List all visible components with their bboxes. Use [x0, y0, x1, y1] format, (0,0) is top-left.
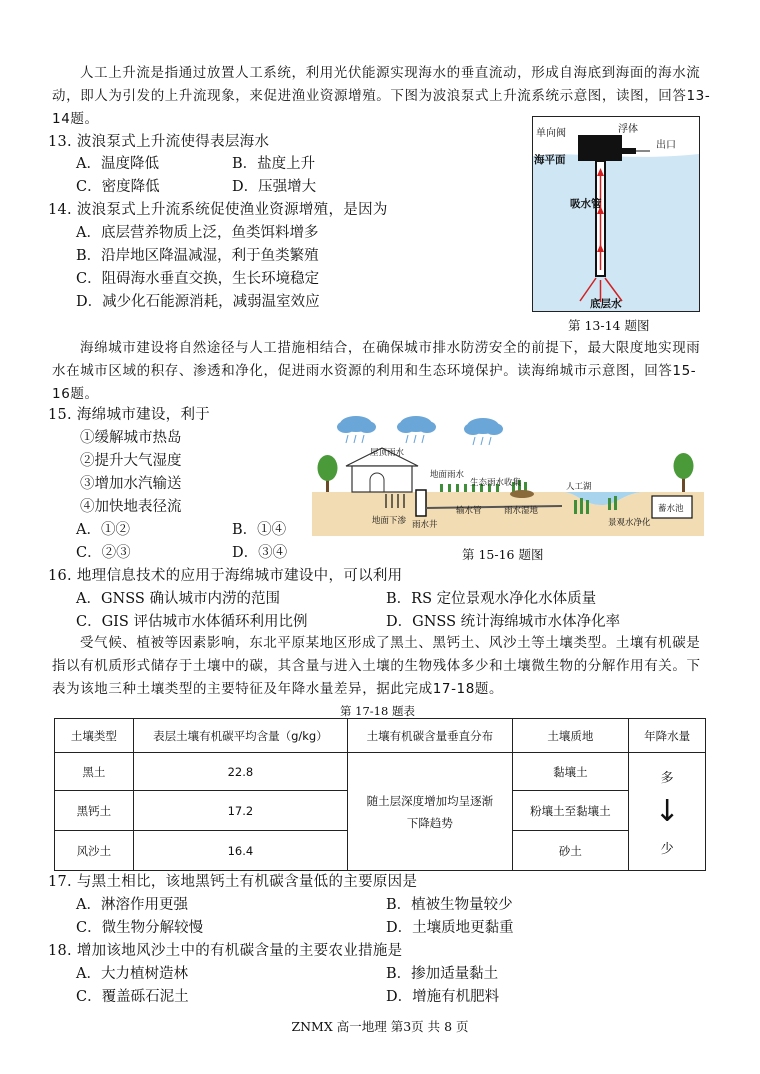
sponge-city-diagram [312, 410, 704, 540]
q18-option-c: C．覆盖砾石泥土 [76, 989, 189, 1005]
label-storage-pool: 蓄水池 [658, 504, 684, 514]
q13-option-b: B．盐度上升 [232, 156, 316, 172]
float-body [578, 135, 622, 161]
label-outlet: 出口 [656, 140, 676, 151]
cell-soil-type: 黑钙土 [55, 791, 134, 831]
q16-option-b: B．RS 定位景观水净化水体质量 [386, 591, 597, 607]
q14-option-b: B．沿岸地区降温减湿，利于鱼类繁殖 [76, 248, 319, 264]
precip-more: 多 [660, 770, 674, 786]
q18-option-a: A．大力植树造林 [76, 966, 188, 982]
q15-option-a: A．①② [76, 522, 130, 538]
label-infiltration: 地面下渗 [372, 516, 407, 526]
question-16-stem: 16. 地理信息技术的应用于海绵城市建设中，可以利用 [48, 568, 403, 584]
boat [510, 490, 534, 498]
label-eco-collection: 生态雨水收集 [470, 478, 522, 488]
cell-carbon: 16.4 [133, 831, 347, 871]
q18-option-b: B．掺加适量黏土 [386, 966, 499, 982]
q17-option-b: B．植被生物量较少 [386, 897, 513, 913]
q15-item-1: ①缓解城市热岛 [80, 430, 182, 446]
q13-option-d: D．压强增大 [232, 179, 317, 195]
q17-option-c: C．微生物分解较慢 [76, 920, 204, 936]
question-14-stem: 14. 波浪泵式上升流系统促使渔业资源增殖，是因为 [48, 202, 388, 218]
rain-drops [346, 435, 491, 445]
rain-well [416, 490, 426, 516]
tree-left [318, 455, 338, 492]
label-roof-rain: 屋顶雨水 [370, 448, 405, 458]
figure-13-14-caption: 第 13-14 题图 [568, 318, 650, 333]
q16-option-a: A．GNSS 确认城市内涝的范围 [76, 591, 280, 607]
label-one-way-valve: 单向阀 [536, 128, 566, 139]
q13-option-a: A．温度降低 [76, 156, 159, 172]
q15-option-d: D．③④ [232, 545, 288, 561]
label-rain-wetland: 雨水湿地 [504, 506, 539, 516]
label-ground-rain: 地面雨水 [430, 470, 465, 480]
q15-item-4: ④加快地表径流 [80, 499, 182, 515]
rain-clouds [337, 416, 503, 435]
table-caption: 第 17-18 题表 [340, 704, 415, 718]
soil-table [54, 718, 706, 871]
q18-option-d: D．增施有机肥料 [386, 989, 500, 1005]
cell-texture: 粉壤土至黏壤土 [512, 791, 629, 831]
cell-soil-type: 风沙土 [55, 831, 134, 871]
question-15-stem: 15. 海绵城市建设，利于 [48, 407, 211, 423]
intro-paragraph-2: 海绵城市建设将自然途径与人工措施相结合，在确保城市排水防涝安全的前提下，最大限度地实现雨水在城市区域的积存、渗透和净化，促进雨水资源的利用和生态环境保护。读海绵城市示意图，回答15-16题。 [52, 340, 701, 402]
table-row [55, 753, 706, 791]
q15-option-b: B．①④ [232, 522, 287, 538]
q16-option-c: C．GIS 评估城市水体循环利用比例 [76, 614, 308, 630]
label-artificial-lake: 人工湖 [566, 482, 592, 492]
header-organic-carbon: 表层土壤有机碳平均含量（g/kg） [133, 719, 347, 753]
q14-option-c: C．阻碍海水垂直交换，生长环境稳定 [76, 271, 320, 287]
q15-item-2: ②提升大气湿度 [80, 453, 182, 469]
q13-option-c: C．密度降低 [76, 179, 160, 195]
label-suction-pipe: 吸水管 [570, 198, 602, 210]
q17-option-d: D．土壤质地更黏重 [386, 920, 514, 936]
q15-item-3: ③增加水汽输送 [80, 476, 182, 492]
wave-pump-diagram [532, 116, 700, 312]
header-vertical-distribution: 土壤有机碳含量垂直分布 [348, 719, 513, 753]
question-17-stem: 17. 与黑土相比，该地黑钙土有机碳含量低的主要原因是 [48, 874, 418, 890]
tree-right [674, 453, 694, 492]
question-18-stem: 18. 增加该地风沙土中的有机碳含量的主要农业措施是 [48, 943, 403, 959]
cell-texture: 黏壤土 [512, 753, 629, 791]
cell-soil-type: 黑土 [55, 753, 134, 791]
label-landscape-purify: 景观水净化 [608, 518, 651, 528]
label-water-pipe: 输水管 [456, 506, 482, 516]
outlet-pipe [622, 148, 636, 154]
precip-down-arrow: ↓ [654, 793, 680, 829]
label-float: 浮体 [618, 124, 638, 135]
table-header-row [55, 719, 706, 753]
label-sea-level: 海平面 [534, 154, 566, 166]
cell-carbon: 17.2 [133, 791, 347, 831]
cell-texture: 砂土 [512, 831, 629, 871]
q17-option-a: A．淋溶作用更强 [76, 897, 188, 913]
header-soil-type: 土壤类型 [55, 719, 134, 753]
header-texture: 土壤质地 [512, 719, 629, 753]
label-bottom-water: 底层水 [590, 298, 622, 310]
header-precipitation: 年降水量 [629, 719, 706, 753]
cell-carbon: 22.8 [133, 753, 347, 791]
cell-vertical-distribution: 随土层深度增加均呈逐渐下降趋势 [348, 753, 513, 871]
intro-paragraph-3: 受气候、植被等因素影响，东北平原某地区形成了黑土、黑钙土、风沙土等土壤类型。土壤有机碳是指以有机质形式储存于土壤中的碳，其含量与进入土壤的生物残体多少和土壤微生物的分解作用有关。下表为该地三种土壤类型的主要特征及年降水量差异，据此完成17-18题。 [52, 635, 701, 697]
intro-paragraph-1: 人工上升流是指通过放置人工系统，利用光伏能源实现海水的垂直流动，形成自海底到海面的海水流动，即人为引发的上升流现象，来促进渔业资源增殖。下图为波浪泵式上升流系统示意图，读图，回答13-14题。 [52, 65, 711, 127]
question-13-stem: 13. 波浪泵式上升流使得表层海水 [48, 134, 270, 150]
label-rain-well: 雨水井 [412, 520, 438, 530]
q15-option-c: C．②③ [76, 545, 131, 561]
page-footer: ZNMX 高一地理 第3页 共 8 页 [291, 1019, 469, 1034]
precip-less: 少 [660, 841, 674, 857]
q16-option-d: D．GNSS 统计海绵城市水体净化率 [386, 614, 621, 630]
q14-option-d: D．减少化石能源消耗，减弱温室效应 [76, 294, 320, 310]
cell-precipitation [629, 753, 706, 871]
sea-water [533, 154, 699, 311]
q14-option-a: A．底层营养物质上泛，鱼类饵料增多 [76, 225, 319, 241]
figure-15-16-caption: 第 15-16 题图 [462, 547, 544, 562]
